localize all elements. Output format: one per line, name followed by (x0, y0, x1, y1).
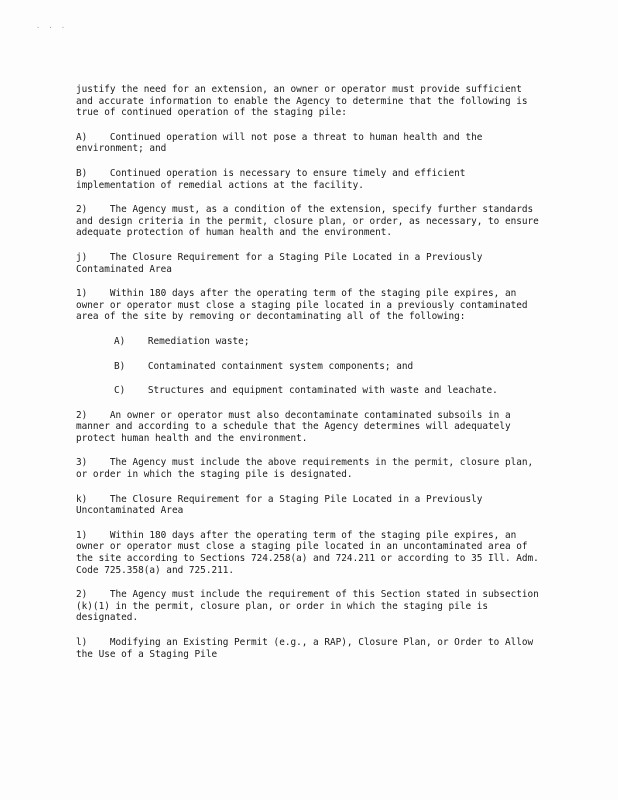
section-heading-l: l) Modifying an Existing Permit (e.g., a RAP), Closure Plan, or Order to Allow the Use of a Staging Pile (76, 637, 539, 660)
list-item-j1c-text: C) Structures and equipment contaminated with waste and leachate. (114, 385, 498, 397)
paragraph-k2: 2) The Agency must include the requirement of this Section stated in subsection (k)(1) in the permit, closure plan, or order in which the staging pile is designated. (76, 589, 545, 624)
paragraph-j1: 1) Within 180 days after the operating term of the staging pile expires, an owner or operator must close a staging pile located in a previously contaminated area of the site by removing or decontaminating all of the following: (76, 288, 534, 323)
paragraph-j3: 3) The Agency must include the above requirements in the permit, closure plan, or order in which the staging pile is designated. (76, 457, 539, 481)
section-heading-k: k) The Closure Requirement for a Staging Pile Located in a Previously Uncontaminated Area (76, 493, 489, 517)
document-body (76, 84, 545, 673)
paragraph-b: B) Continued operation is necessary to ensure timely and efficient implementation of remedial actions at the facility. (76, 167, 472, 191)
paragraph-2: 2) The Agency must, as a condition of the extension, specify further standards and design criteria in the permit, closure plan, or order, as necessary, to ensure adequate protection of human health and the environment. (76, 204, 545, 239)
paragraph-a: A) Continued operation will not pose a threat to human health and the environment; and (76, 131, 489, 155)
paragraph-j2: 2) An owner or operator must also decontaminate contaminated subsoils in a manner and according to a schedule that the Agency determines will adequately protect human health and the environment. (76, 409, 517, 444)
list-item-j1c (76, 385, 542, 397)
list-item-j1b: B) Contaminated containment system components; and (114, 360, 414, 372)
paragraph-k1: 1) Within 180 days after the operating term of the staging pile expires, an owner or operator must close a staging pile located in an uncontaminated area of the site according to Sections 724.258(a) and 724.211 or according to 35 Ill. Adm. Code 725.358(a) and 725.211. (76, 529, 545, 576)
paragraph-intro: justify the need for an extension, an owner or operator must provide sufficient and accurate information to enable the Agency to determine that the following is true of continued operation of the staging pile: (76, 84, 534, 119)
list-item-j1a: A) Remediation waste; (114, 335, 250, 347)
section-heading-j: j) The Closure Requirement for a Staging Pile Located in a Previously Contaminated Area (76, 251, 489, 275)
header-mark: · · · (36, 24, 68, 32)
